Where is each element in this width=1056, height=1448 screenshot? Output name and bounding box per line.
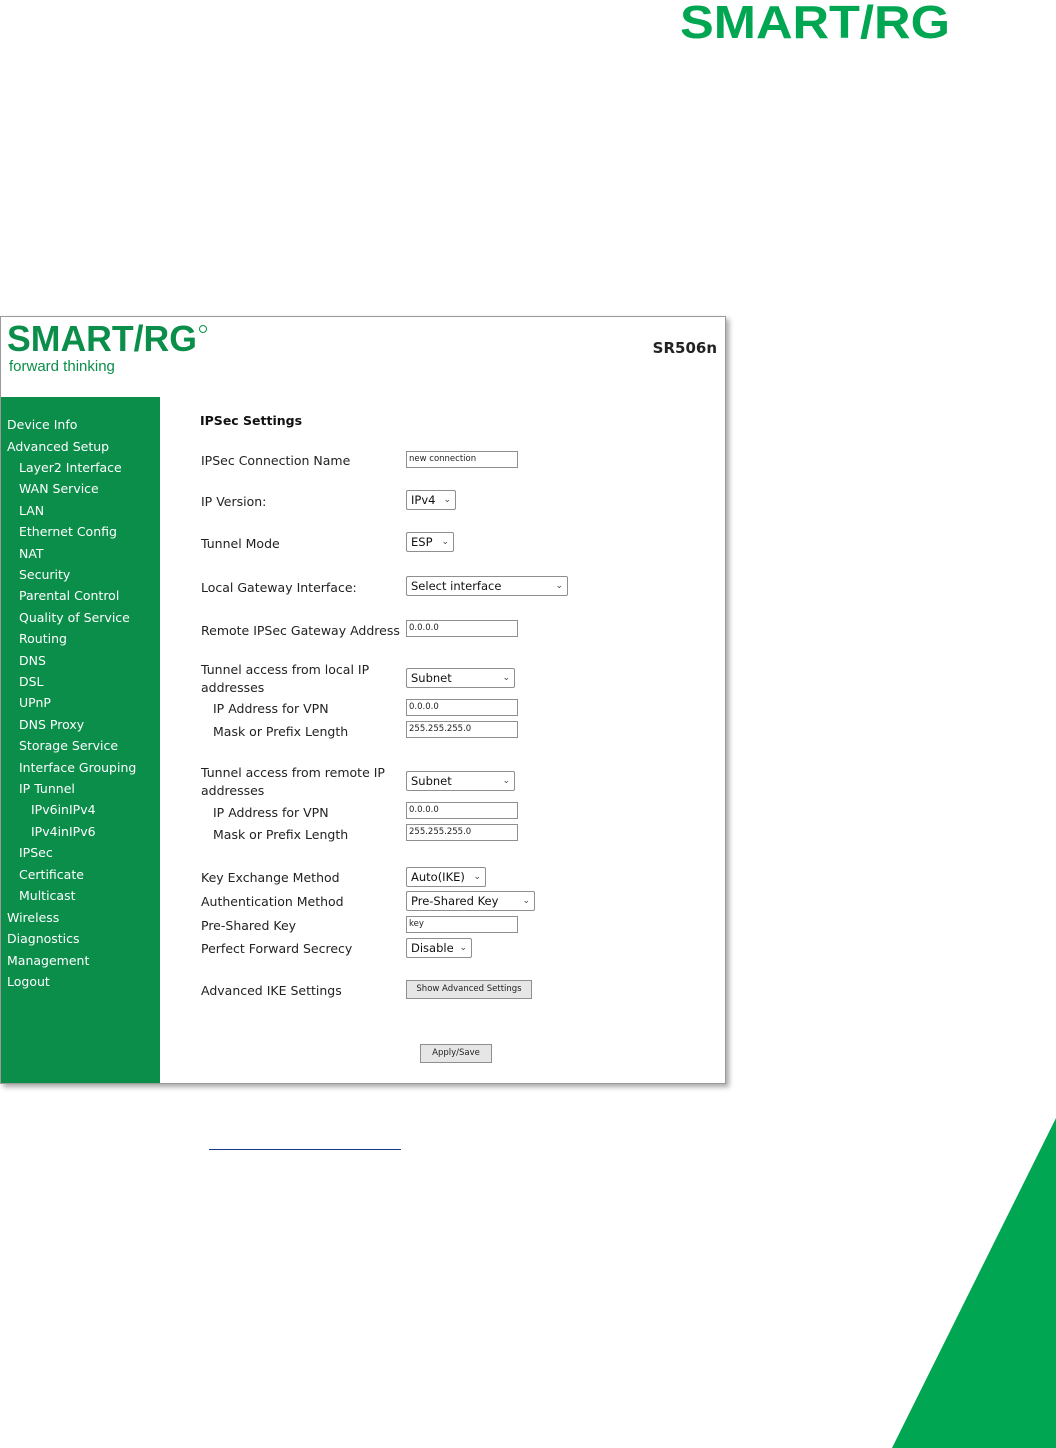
chevron-down-icon: ⌄ <box>555 581 563 591</box>
router-ui-screenshot <box>0 316 726 1084</box>
sidebar-item-ethernet-config[interactable]: Ethernet Config <box>19 524 117 539</box>
advanced-ike-label: Advanced IKE Settings <box>201 983 342 998</box>
sidebar-item-multicast[interactable]: Multicast <box>19 888 76 903</box>
psk-label: Pre-Shared Key <box>201 918 297 933</box>
auth-method-select[interactable] <box>406 891 535 911</box>
sidebar-item-dns-proxy[interactable]: DNS Proxy <box>19 717 85 732</box>
router-header <box>1 317 725 397</box>
local-gateway-label: Local Gateway Interface: <box>201 580 357 595</box>
sidebar-item-diagnostics[interactable]: Diagnostics <box>7 931 80 946</box>
apply-save-button[interactable]: Apply/Save <box>420 1044 492 1063</box>
local-access-label-2: addresses <box>201 680 265 695</box>
sidebar-item-nat[interactable]: NAT <box>19 546 44 561</box>
local-gateway-value: Select interface <box>411 579 502 593</box>
sidebar-item-advanced-setup[interactable]: Advanced Setup <box>7 439 110 454</box>
sidebar-item-ipv6inipv4[interactable]: IPv6inIPv4 <box>31 802 96 817</box>
local-ip-input[interactable]: 0.0.0.0 <box>406 699 518 716</box>
sidebar-item-dsl[interactable]: DSL <box>19 674 44 689</box>
psk-input[interactable]: key <box>406 916 518 933</box>
key-exchange-label: Key Exchange Method <box>201 870 340 885</box>
chevron-down-icon: ⌄ <box>502 776 510 786</box>
page-title: IPSec Settings <box>200 413 303 428</box>
pfs-select[interactable] <box>406 938 472 958</box>
remote-access-label: Tunnel access from remote IP <box>201 765 385 780</box>
document-brand-logo <box>680 0 952 44</box>
remote-mask-label: Mask or Prefix Length <box>213 827 349 842</box>
sidebar-item-ip-tunnel[interactable]: IP Tunnel <box>19 781 75 796</box>
tunnel-mode-label: Tunnel Mode <box>201 536 280 551</box>
chevron-down-icon: ⌄ <box>502 673 510 683</box>
document-link[interactable] <box>209 1149 401 1150</box>
sidebar-item-wan-service[interactable]: WAN Service <box>19 481 99 496</box>
svg-text:SMART/RG: SMART/RG <box>7 321 197 359</box>
svg-text:SMART/RG: SMART/RG <box>680 0 950 44</box>
remote-access-label-2: addresses <box>201 783 265 798</box>
sidebar-item-dns[interactable]: DNS <box>19 653 46 668</box>
router-logo <box>7 321 217 385</box>
local-ip-label: IP Address for VPN <box>213 701 329 716</box>
remote-mask-input[interactable]: 255.255.255.0 <box>406 824 518 841</box>
sidebar-item-management[interactable]: Management <box>7 953 90 968</box>
sidebar-item-device-info[interactable]: Device Info <box>7 417 78 432</box>
local-access-value: Subnet <box>411 671 452 685</box>
sidebar-item-ipv4inipv6[interactable]: IPv4inIPv6 <box>31 824 96 839</box>
pfs-label: Perfect Forward Secrecy <box>201 941 353 956</box>
key-exchange-select[interactable] <box>406 867 486 887</box>
chevron-down-icon: ⌄ <box>473 872 481 882</box>
ip-version-select[interactable] <box>406 490 456 510</box>
sidebar-nav <box>1 397 160 1083</box>
show-advanced-settings-button[interactable]: Show Advanced Settings <box>406 980 532 999</box>
chevron-down-icon: ⌄ <box>522 896 530 906</box>
remote-gateway-input[interactable]: 0.0.0.0 <box>406 620 518 637</box>
sidebar-item-logout[interactable]: Logout <box>7 974 50 989</box>
sidebar-item-lan[interactable]: LAN <box>19 503 45 518</box>
sidebar-item-layer2-interface[interactable]: Layer2 Interface <box>19 460 122 475</box>
connection-name-label: IPSec Connection Name <box>201 453 351 468</box>
local-gateway-select[interactable] <box>406 576 568 596</box>
sidebar-item-ipsec[interactable]: IPSec <box>19 845 53 860</box>
chevron-down-icon: ⌄ <box>459 943 467 953</box>
connection-name-input[interactable]: new connection <box>406 451 518 468</box>
remote-access-value: Subnet <box>411 774 452 788</box>
sidebar-item-security[interactable]: Security <box>19 567 71 582</box>
tunnel-mode-select[interactable] <box>406 532 454 552</box>
key-exchange-value: Auto(IKE) <box>411 870 465 884</box>
remote-ip-label: IP Address for VPN <box>213 805 329 820</box>
sidebar-item-storage-service[interactable]: Storage Service <box>19 738 119 753</box>
sidebar-item-parental-control[interactable]: Parental Control <box>19 588 120 603</box>
sidebar-item-interface-grouping[interactable]: Interface Grouping <box>19 760 137 775</box>
chevron-down-icon: ⌄ <box>441 537 449 547</box>
ip-version-value: IPv4 <box>411 493 436 507</box>
model-name: SR506n <box>652 339 717 357</box>
local-mask-input[interactable]: 255.255.255.0 <box>406 721 518 738</box>
sidebar-item-quality-of-service[interactable]: Quality of Service <box>19 610 130 625</box>
auth-method-value: Pre-Shared Key <box>411 894 499 908</box>
sidebar-item-routing[interactable]: Routing <box>19 631 67 646</box>
tunnel-mode-value: ESP <box>411 535 433 549</box>
pfs-value: Disable <box>411 941 454 955</box>
remote-gateway-label: Remote IPSec Gateway Address <box>201 623 400 638</box>
sidebar-item-certificate[interactable]: Certificate <box>19 867 84 882</box>
local-mask-label: Mask or Prefix Length <box>213 724 349 739</box>
svg-text:forward thinking: forward thinking <box>9 358 115 375</box>
sidebar-item-wireless[interactable]: Wireless <box>7 910 60 925</box>
local-access-select[interactable] <box>406 668 515 688</box>
auth-method-label: Authentication Method <box>201 894 344 909</box>
chevron-down-icon: ⌄ <box>443 495 451 505</box>
ip-version-label: IP Version: <box>201 494 267 509</box>
sidebar-item-upnp[interactable]: UPnP <box>19 695 51 710</box>
ipsec-settings-panel <box>160 397 725 1083</box>
remote-ip-input[interactable]: 0.0.0.0 <box>406 802 518 819</box>
local-access-label: Tunnel access from local IP <box>201 662 370 677</box>
remote-access-select[interactable] <box>406 771 515 791</box>
